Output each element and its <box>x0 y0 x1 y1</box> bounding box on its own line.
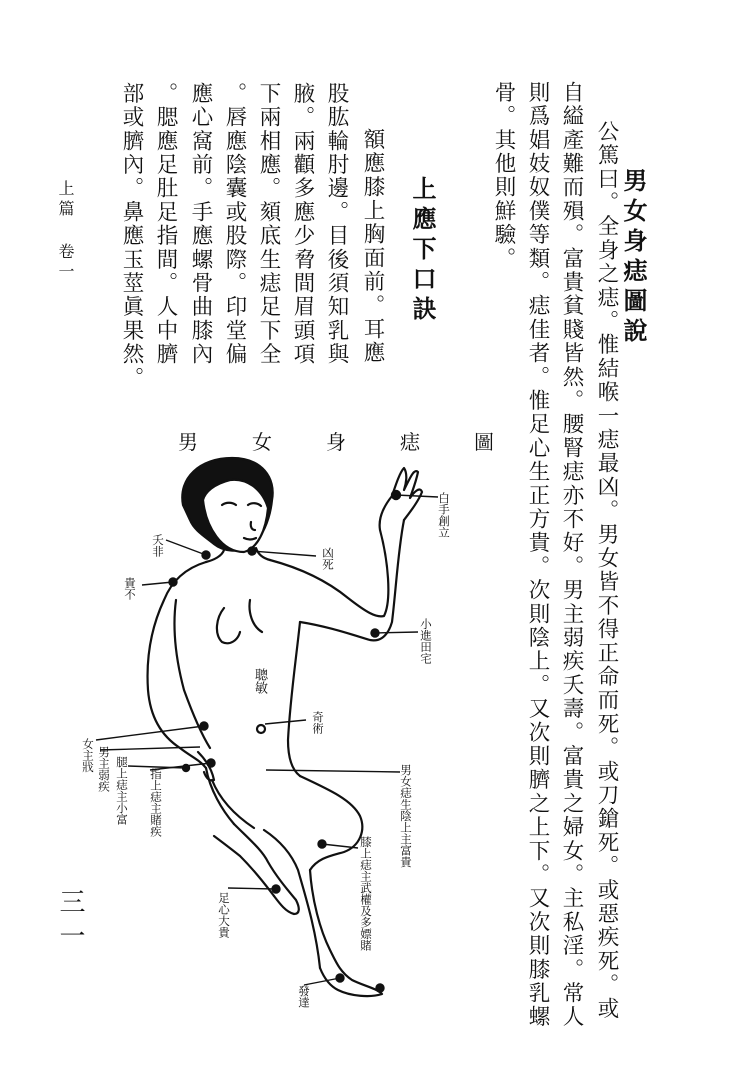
label-navel: 奇術 <box>311 711 325 734</box>
label-groin: 男女痣生陰上主富貴 <box>399 764 413 868</box>
label-neck-left: 夭非 <box>151 534 165 557</box>
label-throat: 凶死 <box>321 547 335 570</box>
page-number: 三一 <box>55 888 85 956</box>
figure-caption: 男女身痣圖 <box>178 430 548 454</box>
main-text-col-3: 則爲娼妓奴僕等類。痣佳者。惟足心生正方貴。次則陰上。又次則臍之上下。又次則膝乳螺 <box>525 81 550 1029</box>
verse-col-3: 腋。兩顴多應少脅間眉頭項 <box>290 82 315 367</box>
verse-col-2: 股肱輪肘邊。目後須知乳與 <box>324 82 349 367</box>
main-text-col-4: 骨。其他則鮮驗。 <box>491 81 516 271</box>
label-hip-male: 男主弱疾 <box>97 746 111 792</box>
verse-col-7: 。腮應足肚足指間。人中臍 <box>153 82 178 367</box>
label-knee: 膝上痣主武權及多嫖賭 <box>359 836 373 951</box>
main-text-col-1: 公篤曰。全身之痣。惟結喉一痣最凶。男女皆不得正命而死。或刀鎗死。或惡疾死。或 <box>594 120 619 1021</box>
verse-col-6: 應心窩前。手應螺骨曲膝內 <box>188 82 213 367</box>
label-hip-female: 女主戕 <box>81 738 95 773</box>
label-hand: 白手創立 <box>437 492 451 538</box>
label-foot: 發達 <box>297 985 311 1008</box>
label-finger: 指上痣主賭疾 <box>149 768 163 837</box>
label-sole: 足心大貴 <box>217 892 231 938</box>
verse-title: 上應下口訣 <box>408 176 437 326</box>
label-abdomen: 聰敏 <box>252 668 267 694</box>
label-thigh: 腿上痣主小富 <box>115 756 129 825</box>
verse-col-4: 下兩相應。頦底生痣足下全 <box>256 82 281 367</box>
label-elbow: 小進田宅 <box>419 618 433 664</box>
verse-col-1: 額應膝上胸面前。耳應 <box>360 128 385 365</box>
page-title: 男女身痣圖說 <box>619 168 648 348</box>
main-text-col-2: 自縊產難而殞。富貴貧賤皆然。腰腎痣亦不好。男主弱疾夭壽。富貴之婦女。主私淫。常人 <box>559 81 584 1029</box>
running-head: 上篇 卷一 <box>56 180 75 283</box>
label-shoulder: 貴不 <box>123 577 137 600</box>
verse-col-8: 部或臍內。鼻應玉莖眞果然。 <box>119 82 144 391</box>
verse-col-5: 。唇應陰囊或股際。印堂偏 <box>222 82 247 367</box>
